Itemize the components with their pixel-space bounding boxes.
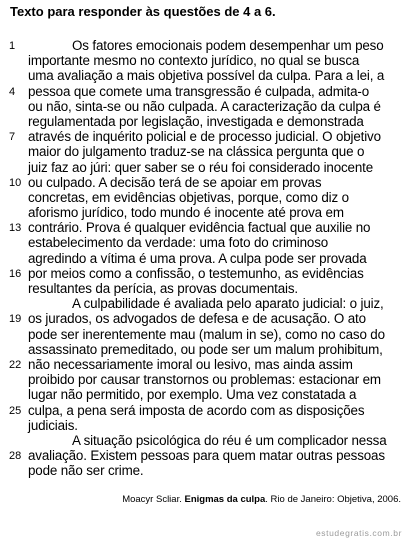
text-line (0, 144, 409, 159)
text-line (0, 311, 409, 326)
text-line (0, 281, 409, 296)
line-text: concretas, em evidências objetivas, porque, como diz o (28, 189, 349, 205)
text-line (0, 387, 409, 402)
line-text: pessoa que comete uma transgressão é culpada, admita-o (28, 83, 370, 99)
line-text: não necessariamente imoral ou lesivo, mas ainda assim (28, 356, 353, 372)
text-line (0, 433, 409, 448)
line-number: 4 (9, 85, 16, 98)
text-line (0, 190, 409, 205)
line-number: 16 (9, 267, 22, 280)
line-number: 28 (9, 450, 22, 463)
text-line (0, 448, 409, 463)
line-text: A situação psicológica do réu é um complicador nessa (72, 432, 387, 448)
line-number: 7 (9, 131, 16, 144)
line-text: Os fatores emocionais podem desempenhar um peso (72, 38, 384, 53)
line-number: 13 (9, 222, 22, 235)
text-line (0, 68, 409, 83)
citation (122, 494, 401, 506)
line-number: 10 (9, 176, 22, 189)
text-line (0, 220, 409, 235)
text-line (0, 327, 409, 342)
line-text: culpa, a pena será imposta de acordo com as disposições (28, 402, 365, 418)
text-line (0, 403, 409, 418)
line-text: proibido por causar transtornos ou problemas: estacionar em (28, 372, 381, 388)
line-text: resultantes da perícia, as provas documentais. (28, 281, 298, 296)
line-text: juiz faz ao júri: quer saber se o réu foi considerado inocente (28, 159, 374, 175)
citation-rest: . Rio de Janeiro: Objetiva, 2006. (265, 494, 401, 505)
text-line (0, 205, 409, 220)
line-text: pode não ser crime. (28, 463, 144, 479)
line-text: A culpabilidade é avaliada pelo aparato judicial: o juiz, (72, 296, 384, 312)
text-line (0, 418, 409, 433)
citation-author: Moacyr Scliar. (122, 494, 182, 505)
line-text: pode ser inerentemente mau (malum in se), como no caso do (28, 326, 385, 342)
line-text: importante mesmo no contexto jurídico, no qual se busca (28, 53, 360, 69)
line-text: assassinato premeditado, ou pode ser um malum prohibitum, (28, 341, 383, 357)
text-line (0, 342, 409, 357)
heading: Texto para responder às questões de 4 a 6. (10, 4, 276, 19)
text-line (0, 463, 409, 478)
line-number: 25 (9, 404, 22, 417)
watermark: estudegratis.com.br (315, 528, 402, 538)
line-text: uma avaliação a mais objetiva possível da culpa. Para a lei, a (28, 68, 385, 84)
line-text: estabelecimento da verdade: uma foto do criminoso (28, 235, 329, 251)
line-text: ou não, sinta-se ou não culpada. A caracterização da culpa é (28, 98, 381, 114)
line-number: 22 (9, 358, 22, 371)
text-line (0, 175, 409, 190)
line-number: 19 (9, 313, 22, 326)
line-text: lugar não permitido, por exemplo. Uma vez constatada a (28, 387, 357, 403)
text-line (0, 357, 409, 372)
text-line (0, 38, 409, 53)
text-line (0, 235, 409, 250)
text-line (0, 372, 409, 387)
line-text: maior do julgamento traduz-se na clássica pergunta que o (28, 144, 365, 160)
text-line (0, 99, 409, 114)
line-text: aforismo jurídico, todo mundo é inocente até prova em (28, 205, 344, 221)
line-text: através de inquérito policial e de processo judicial. O objetivo (28, 129, 381, 145)
citation-title: Enigmas da culpa (184, 494, 266, 505)
line-text: os jurados, os advogados de defesa e de acusação. O ato (28, 311, 366, 327)
text-line (0, 84, 409, 99)
text-body (0, 38, 409, 478)
text-line (0, 296, 409, 311)
line-text: ou culpado. A decisão terá de se apoiar em provas (28, 174, 322, 190)
line-number: 1 (9, 40, 16, 52)
line-text: agredindo a vítima é uma prova. A culpa pode ser provada (28, 250, 367, 266)
text-line (0, 53, 409, 68)
line-text: avaliação. Existem pessoas para quem matar outras pessoas (28, 448, 385, 464)
text-line (0, 114, 409, 129)
text-line (0, 266, 409, 281)
line-text: regulamentada por legislação, investigada e demonstrada (28, 113, 364, 129)
text-line (0, 251, 409, 266)
line-text: judiciais. (28, 417, 78, 433)
line-text: contrário. Prova é qualquer evidência factual que auxilie no (28, 220, 371, 236)
text-line (0, 129, 409, 144)
text-line (0, 160, 409, 175)
line-text: por meios como a confissão, o testemunho, as evidências (28, 265, 364, 281)
